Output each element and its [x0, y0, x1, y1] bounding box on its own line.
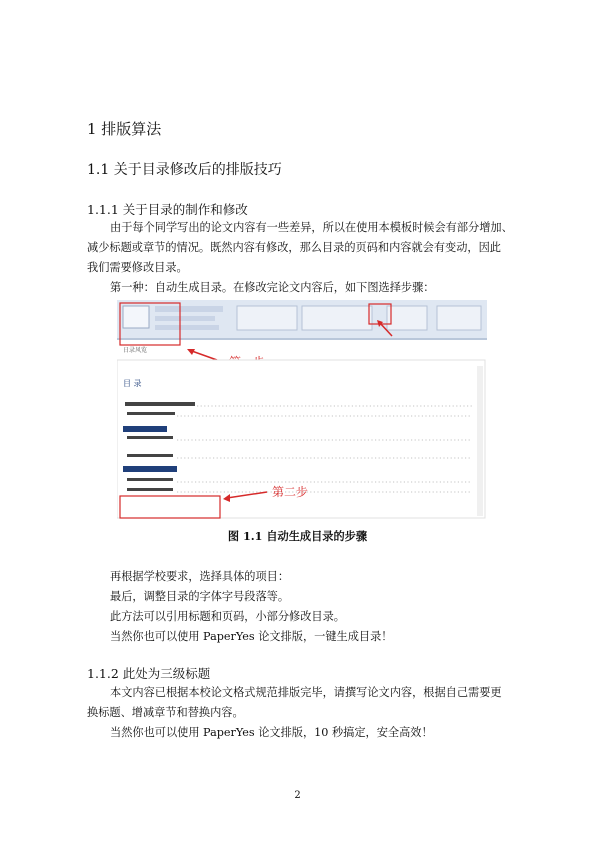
figure-caption: 图 1.1 自动生成目录的步骤: [227, 529, 368, 543]
paragraph-line: 本文内容已根据本校论文格式规范排版完毕，请撰写论文内容，根据自己需要更: [110, 686, 502, 699]
page-number: 2: [294, 790, 301, 801]
heading-3-toc: 1.1.1 关于目录的制作和修改: [87, 202, 248, 217]
heading-1: 1 排版算法: [87, 120, 162, 138]
list-item: 最后，调整目录的字体字号段落等。: [110, 590, 290, 603]
paragraph-line: 当然你也可以使用 PaperYes 论文排版，10 秒搞定，安全高效！: [110, 726, 433, 739]
figure-svg: [117, 300, 487, 520]
list-item: 此方法可以引用标题和页码，小部分修改目录。: [110, 610, 345, 623]
tab-label: 日录风览: [123, 347, 148, 354]
heading-3-third: 1.1.2 此处为三级标题: [87, 666, 211, 681]
paragraph-line: 由于每个同学写出的论文内容有一些差异，所以在使用本模板时候会有部分增加、: [110, 221, 513, 234]
list-item: 当然你也可以使用 PaperYes 论文排版，一键生成目录！: [110, 630, 393, 643]
toc-title: 目 录: [123, 379, 142, 388]
list-item: 再根据学校要求，选择具体的项目：: [110, 570, 290, 583]
paragraph-line: 换标题、增减章节和替换内容。: [87, 706, 244, 719]
paragraph-line: 第一种：自动生成目录。在修改完论文内容后，如下图选择步骤：: [110, 281, 435, 294]
heading-2: 1.1 关于目录修改后的排版技巧: [87, 162, 282, 178]
toc-button-icon: [123, 306, 149, 328]
annotation-step-2: 第二步: [272, 485, 309, 499]
paragraph-line: 减少标题或章节的情况。既然内容有修改，那么目录的页码和内容就会有变动，因此: [87, 241, 501, 254]
figure-screenshot: [117, 300, 487, 520]
paragraph-line: 我们需要修改目录。: [87, 261, 188, 274]
